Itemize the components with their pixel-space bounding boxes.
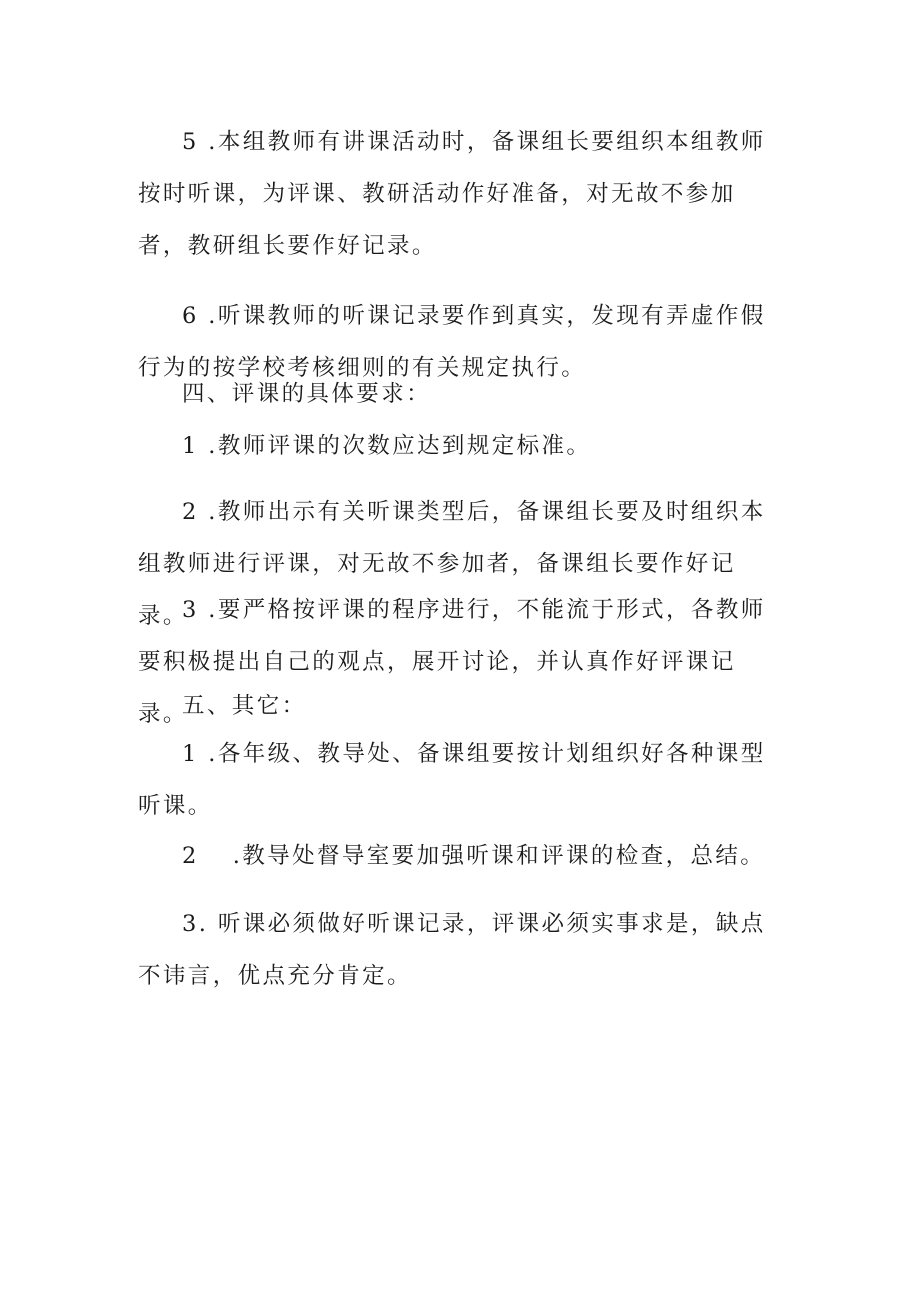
paragraph-recording-rules: 3. 听课必须做好听课记录，评课必须实事求是，缺点不讳言，优点充分肯定。 [138, 911, 766, 989]
section-heading-other: 五、其它： [182, 693, 307, 719]
paragraph-lecture-attendance: 5 .本组教师有讲课活动时，备课组长要组织本组教师按时听课，为评课、教研活动作好准备，对无故不参加者，教研组长要作好记录。 [138, 129, 766, 259]
paragraph-planned-lectures: 1 .各年级、教导处、备课组要按计划组织好各种课型听课。 [138, 741, 766, 819]
item-number: 2 [182, 843, 199, 869]
section-heading-evaluation: 四、评课的具体要求： [182, 381, 432, 407]
paragraph-record-authenticity: 6 .听课教师的听课记录要作到真实，发现有弄虚作假行为的按学校考核细则的有关规定执行。 [138, 303, 766, 381]
paragraph-evaluation-procedure: 3 .要严格按评课的程序进行，不能流于形式，各教师要积极提出自己的观点，展开讨论，并认真作好评课记录。 [138, 597, 766, 727]
item-text: .教导处督导室要加强听课和评课的检查，总结。 [232, 843, 766, 869]
paragraph-supervision-check [138, 830, 778, 882]
paragraph-evaluation-organize: 2 .教师出示有关听课类型后，备课组长要及时组织本组教师进行评课，对无故不参加者，备课组长要作好记录。 [138, 499, 766, 629]
paragraph-evaluation-count: 1 .教师评课的次数应达到规定标准。 [182, 433, 592, 459]
